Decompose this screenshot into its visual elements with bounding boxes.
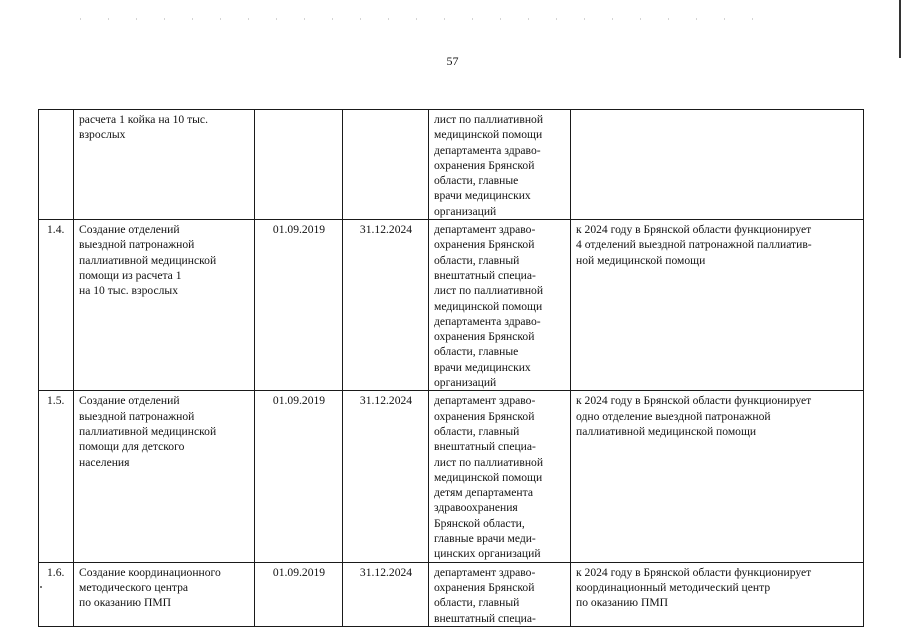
responsible-cell bbox=[429, 562, 571, 626]
responsible-line: лист по паллиативной bbox=[434, 455, 544, 469]
responsible-line: внештатный специа- bbox=[434, 611, 536, 625]
measure-name-line: расчета 1 койка на 10 тыс. bbox=[79, 113, 208, 126]
result-cell bbox=[571, 562, 864, 626]
scan-edge-mark bbox=[899, 0, 901, 58]
measure-name-line: паллиативной медицинской bbox=[79, 253, 217, 267]
responsible-cell bbox=[429, 110, 571, 220]
responsible-line: медицинской помощи bbox=[434, 470, 543, 484]
measure-name-cell bbox=[74, 391, 255, 562]
result-line: к 2024 году в Брянской области функционирует bbox=[576, 223, 812, 237]
start-date-cell: 01.09.2019 bbox=[255, 220, 343, 391]
responsible-line: департамента здраво- bbox=[434, 314, 541, 328]
start-date-cell: 01.09.2019 bbox=[255, 391, 343, 562]
result-line: паллиативной медицинской помощи bbox=[576, 424, 757, 438]
responsible-line: области, главный bbox=[434, 596, 520, 610]
responsible-line: медицинской помощи bbox=[434, 299, 543, 313]
responsible-line: охранения Брянской bbox=[434, 158, 535, 172]
end-date-cell: 31.12.2024 bbox=[343, 562, 429, 626]
responsible-line: области, главный bbox=[434, 253, 520, 267]
measure-name-line: паллиативной медицинской bbox=[79, 424, 217, 438]
measure-name-line: населения bbox=[79, 455, 130, 469]
measure-name-line: на 10 тыс. взрослых bbox=[79, 284, 178, 298]
result-line: координационный методический центр bbox=[576, 580, 771, 594]
responsible-line: лист по паллиативной bbox=[434, 113, 544, 126]
responsible-line: внештатный специа- bbox=[434, 268, 536, 282]
responsible-line: организаций bbox=[434, 376, 497, 390]
result-line: ной медицинской помощи bbox=[576, 253, 706, 267]
measure-name-line: выездной патронажной bbox=[79, 409, 195, 423]
responsible-line: Брянской области, bbox=[434, 516, 525, 530]
table-row bbox=[39, 220, 864, 391]
result-line: к 2024 году в Брянской области функционирует bbox=[576, 565, 812, 579]
responsible-line: здравоохранения bbox=[434, 501, 518, 515]
responsible-line: цинских организаций bbox=[434, 547, 541, 561]
measures-table bbox=[38, 109, 864, 627]
measure-name-cell bbox=[74, 110, 255, 220]
measure-name-line: помощи из расчета 1 bbox=[79, 268, 182, 282]
row-number-cell bbox=[39, 110, 74, 220]
measure-name-line: Создание координационного bbox=[79, 565, 221, 579]
responsible-line: организаций bbox=[434, 204, 497, 218]
end-date-cell: 31.12.2024 bbox=[343, 220, 429, 391]
responsible-cell bbox=[429, 220, 571, 391]
result-line: к 2024 году в Брянской области функционирует bbox=[576, 394, 812, 408]
measure-name-line: Создание отделений bbox=[79, 394, 180, 408]
result-line: по оказанию ПМП bbox=[576, 596, 669, 610]
responsible-line: департамент здраво- bbox=[434, 394, 536, 408]
measure-name-line: взрослых bbox=[79, 128, 126, 142]
responsible-line: охранения Брянской bbox=[434, 330, 535, 344]
table-row bbox=[39, 562, 864, 626]
responsible-line: области, главные bbox=[434, 345, 519, 359]
table-body bbox=[39, 110, 864, 627]
responsible-line: врачи медицинских bbox=[434, 189, 531, 203]
responsible-line: области, главные bbox=[434, 174, 519, 188]
responsible-line: департамент здраво- bbox=[434, 565, 536, 579]
responsible-line: главные врачи меди- bbox=[434, 532, 536, 546]
start-date-cell: 01.09.2019 bbox=[255, 562, 343, 626]
measure-name-line: помощи для детского bbox=[79, 440, 185, 454]
result-cell bbox=[571, 220, 864, 391]
row-number-cell: 1.4. bbox=[39, 220, 74, 391]
responsible-line: области, главный bbox=[434, 424, 520, 438]
responsible-line: департамент здраво- bbox=[434, 223, 536, 237]
responsible-line: внештатный специа- bbox=[434, 440, 536, 454]
end-date-cell: 31.12.2024 bbox=[343, 391, 429, 562]
measure-name-cell bbox=[74, 562, 255, 626]
responsible-line: детям департамента bbox=[434, 486, 533, 500]
page-number: 57 bbox=[446, 54, 459, 68]
responsible-cell bbox=[429, 391, 571, 562]
responsible-line: охранения Брянской bbox=[434, 238, 535, 252]
measure-name-line: по оказанию ПМП bbox=[79, 596, 172, 610]
end-date-cell bbox=[343, 110, 429, 220]
scan-speck bbox=[40, 586, 42, 588]
responsible-line: врачи медицинских bbox=[434, 360, 531, 374]
table-row bbox=[39, 391, 864, 562]
responsible-line: охранения Брянской bbox=[434, 409, 535, 423]
result-cell bbox=[571, 391, 864, 562]
responsible-line: департамента здраво- bbox=[434, 143, 541, 157]
result-line: одно отделение выездной патронажной bbox=[576, 409, 771, 423]
measure-name-cell bbox=[74, 220, 255, 391]
row-number-cell: 1.6. bbox=[39, 562, 74, 626]
result-cell bbox=[571, 110, 864, 220]
measure-name-line: методического центра bbox=[79, 580, 189, 594]
measure-name-line: Создание отделений bbox=[79, 223, 180, 237]
measure-name-line: выездной патронажной bbox=[79, 238, 195, 252]
responsible-line: медицинской помощи bbox=[434, 128, 543, 142]
responsible-line: лист по паллиативной bbox=[434, 284, 544, 298]
result-line: 4 отделений выездной патронажной паллиатив- bbox=[576, 238, 812, 252]
scan-artifact-dots bbox=[80, 18, 780, 20]
responsible-line: охранения Брянской bbox=[434, 580, 535, 594]
start-date-cell bbox=[255, 110, 343, 220]
table-row bbox=[39, 110, 864, 220]
row-number-cell: 1.5. bbox=[39, 391, 74, 562]
